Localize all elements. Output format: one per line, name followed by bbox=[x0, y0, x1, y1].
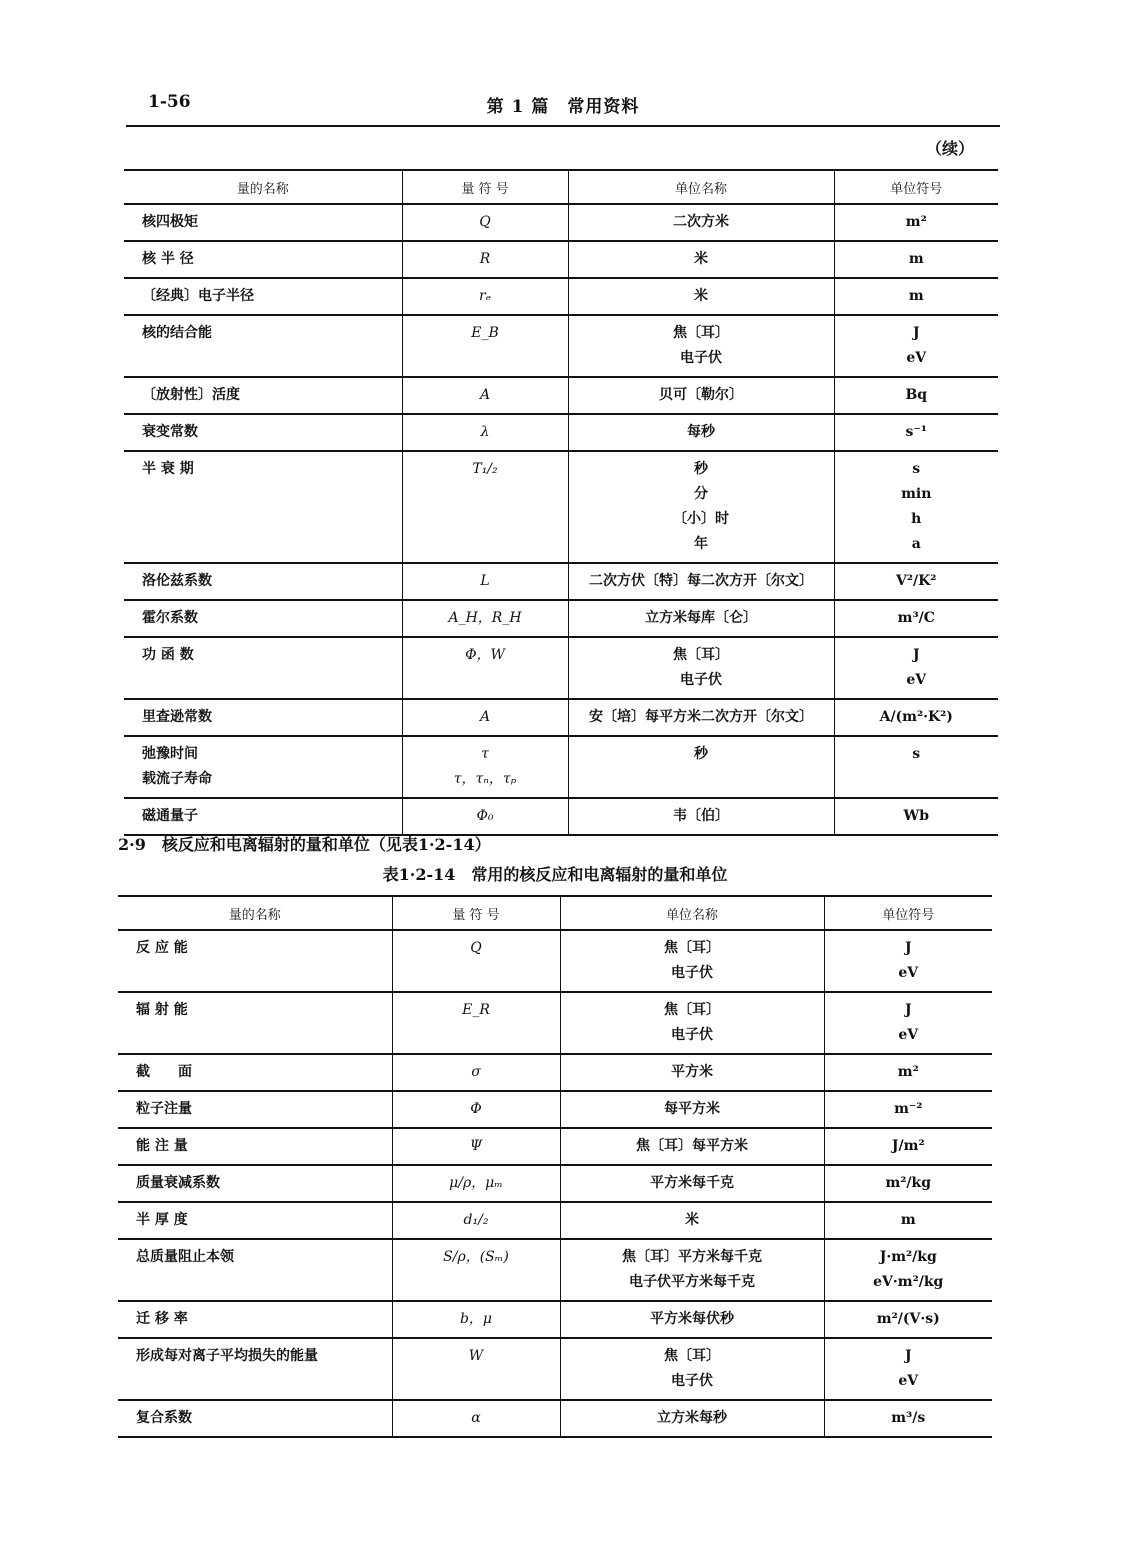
unit-symbol-line: a bbox=[911, 536, 921, 552]
table-row bbox=[118, 1239, 992, 1301]
quantity-name: 洛伦兹系数 bbox=[124, 563, 402, 600]
unit-name-line: 〔小〕时 bbox=[673, 511, 729, 527]
quantity-symbol: L bbox=[402, 563, 568, 600]
quantity-name: 形成每对离子平均损失的能量 bbox=[118, 1338, 392, 1400]
unit-symbol: m bbox=[824, 1202, 992, 1239]
quantity-name: 反 应 能 bbox=[118, 930, 392, 992]
table-header-row bbox=[118, 896, 992, 930]
unit-name-line: 焦〔耳〕 bbox=[673, 647, 729, 663]
unit-name bbox=[560, 930, 824, 992]
unit-name-line: 焦〔耳〕 bbox=[664, 1348, 720, 1364]
unit-symbol-line: s bbox=[912, 461, 921, 477]
unit-symbol: V²/K² bbox=[834, 563, 998, 600]
quantity-symbol-line: τ bbox=[481, 746, 489, 762]
table-row bbox=[124, 736, 998, 798]
quantity-name: 迁 移 率 bbox=[118, 1301, 392, 1338]
unit-name bbox=[560, 1239, 824, 1301]
quantity-symbol: S/ρ，(Sₘ) bbox=[392, 1239, 560, 1301]
quantity-name: 核的结合能 bbox=[124, 315, 402, 377]
quantity-name: 总质量阻止本领 bbox=[118, 1239, 392, 1301]
quantity-symbol: μ/ρ，μₘ bbox=[392, 1165, 560, 1202]
unit-name bbox=[568, 637, 834, 699]
unit-symbol-line: min bbox=[901, 486, 932, 502]
unit-symbol: Wb bbox=[834, 798, 998, 835]
unit-name: 韦〔伯〕 bbox=[568, 798, 834, 835]
quantity-symbol: Φ₀ bbox=[402, 798, 568, 835]
quantity-name: 衰变常数 bbox=[124, 414, 402, 451]
table-row bbox=[124, 600, 998, 637]
quantity-symbol: E_R bbox=[392, 992, 560, 1054]
unit-symbol-line: J·m²/kg bbox=[879, 1249, 937, 1265]
table-row bbox=[124, 637, 998, 699]
quantity-name: 里查逊常数 bbox=[124, 699, 402, 736]
quantity-symbol: α bbox=[392, 1400, 560, 1437]
quantity-name: 磁通量子 bbox=[124, 798, 402, 835]
column-header: 单位名称 bbox=[568, 170, 834, 204]
unit-symbol-line: h bbox=[911, 511, 922, 527]
unit-symbol: m bbox=[834, 278, 998, 315]
quantity-name: 功 函 数 bbox=[124, 637, 402, 699]
unit-symbol: m³/s bbox=[824, 1400, 992, 1437]
page-header bbox=[126, 88, 1000, 118]
unit-name-line: 电子伏 bbox=[680, 672, 722, 688]
column-header: 量 符 号 bbox=[392, 896, 560, 930]
column-header: 量的名称 bbox=[124, 170, 402, 204]
unit-name-line: 焦〔耳〕 bbox=[664, 1002, 720, 1018]
page-number: 1-56 bbox=[148, 92, 191, 112]
table-row bbox=[124, 241, 998, 278]
unit-name: 焦〔耳〕每平方米 bbox=[560, 1128, 824, 1165]
table-row bbox=[124, 315, 998, 377]
quantity-name: 核四极矩 bbox=[124, 204, 402, 241]
table-row bbox=[124, 414, 998, 451]
unit-name bbox=[560, 1338, 824, 1400]
unit-symbol bbox=[824, 930, 992, 992]
quantity-name: 〔经典〕电子半径 bbox=[124, 278, 402, 315]
table-row bbox=[124, 204, 998, 241]
table-caption: 表1·2-14 常用的核反应和电离辐射的量和单位 bbox=[382, 865, 728, 884]
unit-symbol-line: J bbox=[904, 940, 912, 956]
unit-name: 立方米每秒 bbox=[560, 1400, 824, 1437]
unit-name bbox=[568, 315, 834, 377]
table-row bbox=[124, 451, 998, 563]
column-header: 单位名称 bbox=[560, 896, 824, 930]
unit-symbol-line: J bbox=[904, 1348, 912, 1364]
unit-symbol bbox=[824, 1239, 992, 1301]
quantity-symbol: R bbox=[402, 241, 568, 278]
unit-symbol: m⁻² bbox=[824, 1091, 992, 1128]
unit-symbol-line: eV bbox=[898, 1027, 919, 1043]
unit-name-line: 秒 bbox=[694, 461, 708, 477]
unit-name: 每平方米 bbox=[560, 1091, 824, 1128]
running-title: 第 1 篇 常用资料 bbox=[486, 97, 640, 117]
unit-symbol: J/m² bbox=[824, 1128, 992, 1165]
section-heading: 2·9 核反应和电离辐射的量和单位（见表1·2-14） bbox=[118, 835, 491, 854]
column-header: 量的名称 bbox=[118, 896, 392, 930]
unit-name-line: 电子伏平方米每千克 bbox=[629, 1274, 755, 1290]
table-row bbox=[124, 278, 998, 315]
quantity-symbol: b，μ bbox=[392, 1301, 560, 1338]
table-row bbox=[118, 1202, 992, 1239]
quantity-symbol-line: τ，τₙ，τₚ bbox=[453, 771, 517, 787]
quantity-symbol: λ bbox=[402, 414, 568, 451]
unit-name-line: 焦〔耳〕 bbox=[664, 940, 720, 956]
unit-name: 二次方伏〔特〕每二次方开〔尔文〕 bbox=[568, 563, 834, 600]
unit-symbol: s⁻¹ bbox=[834, 414, 998, 451]
quantity-symbol: A bbox=[402, 699, 568, 736]
unit-symbol: Bq bbox=[834, 377, 998, 414]
quantity-name: 复合系数 bbox=[118, 1400, 392, 1437]
quantity-name: 霍尔系数 bbox=[124, 600, 402, 637]
unit-symbol: m bbox=[834, 241, 998, 278]
quantity-symbol: Q bbox=[392, 930, 560, 992]
quantity-name: 〔放射性〕活度 bbox=[124, 377, 402, 414]
unit-name: 每秒 bbox=[568, 414, 834, 451]
unit-name-line: 电子伏 bbox=[671, 965, 713, 981]
column-header: 单位符号 bbox=[824, 896, 992, 930]
quantity-symbol: d₁/₂ bbox=[392, 1202, 560, 1239]
table-row bbox=[118, 1301, 992, 1338]
unit-symbol-line: J bbox=[904, 1002, 912, 1018]
quantity-name: 质量衰减系数 bbox=[118, 1165, 392, 1202]
unit-name: 平方米每千克 bbox=[560, 1165, 824, 1202]
table-row bbox=[124, 699, 998, 736]
unit-symbol bbox=[834, 637, 998, 699]
unit-name: 安〔培〕每平方米二次方开〔尔文〕 bbox=[568, 699, 834, 736]
column-header: 量 符 号 bbox=[402, 170, 568, 204]
unit-name-line: 电子伏 bbox=[671, 1027, 713, 1043]
table-row bbox=[124, 563, 998, 600]
unit-name: 米 bbox=[568, 278, 834, 315]
unit-symbol-line: eV bbox=[906, 350, 927, 366]
quantity-name-line: 弛豫时间 bbox=[142, 746, 198, 762]
unit-name-line: 焦〔耳〕平方米每千克 bbox=[622, 1249, 762, 1265]
quantity-name: 能 注 量 bbox=[118, 1128, 392, 1165]
unit-name-line: 电子伏 bbox=[671, 1373, 713, 1389]
table-row bbox=[118, 992, 992, 1054]
unit-name: 平方米每伏秒 bbox=[560, 1301, 824, 1338]
unit-symbol: m² bbox=[834, 204, 998, 241]
unit-symbol bbox=[824, 1338, 992, 1400]
quantity-symbol: Φ，W bbox=[402, 637, 568, 699]
unit-name: 平方米 bbox=[560, 1054, 824, 1091]
table-row bbox=[118, 1091, 992, 1128]
unit-name: 贝可〔勒尔〕 bbox=[568, 377, 834, 414]
table-row bbox=[118, 1338, 992, 1400]
continued-label: （续） bbox=[926, 139, 975, 158]
table-row bbox=[118, 1128, 992, 1165]
quantity-table-continued bbox=[124, 169, 998, 836]
unit-symbol: A/(m²·K²) bbox=[834, 699, 998, 736]
quantity-symbol: T₁/₂ bbox=[402, 451, 568, 563]
table-row bbox=[118, 1400, 992, 1437]
unit-symbol: m²/(V·s) bbox=[824, 1301, 992, 1338]
quantity-symbol bbox=[402, 736, 568, 798]
unit-name: 二次方米 bbox=[568, 204, 834, 241]
quantity-symbol: Ψ bbox=[392, 1128, 560, 1165]
quantity-symbol: A_H，R_H bbox=[402, 600, 568, 637]
header-rule bbox=[126, 125, 1000, 127]
unit-symbol: m² bbox=[824, 1054, 992, 1091]
quantity-symbol: Φ bbox=[392, 1091, 560, 1128]
quantity-name: 粒子注量 bbox=[118, 1091, 392, 1128]
unit-name-line: 分 bbox=[694, 486, 708, 502]
quantity-name: 截 面 bbox=[118, 1054, 392, 1091]
quantity-symbol: E_B bbox=[402, 315, 568, 377]
table-row bbox=[124, 377, 998, 414]
unit-symbol bbox=[834, 451, 998, 563]
unit-symbol: m³/C bbox=[834, 600, 998, 637]
unit-name: 立方米每库〔仑〕 bbox=[568, 600, 834, 637]
unit-symbol bbox=[824, 992, 992, 1054]
unit-name bbox=[560, 992, 824, 1054]
quantity-table-nuclear bbox=[118, 895, 992, 1438]
unit-symbol-line: eV bbox=[898, 1373, 919, 1389]
quantity-name: 半 衰 期 bbox=[124, 451, 402, 563]
quantity-symbol: A bbox=[402, 377, 568, 414]
unit-symbol bbox=[834, 315, 998, 377]
quantity-name-line: 载流子寿命 bbox=[142, 771, 212, 787]
unit-name-line: 年 bbox=[694, 536, 708, 552]
quantity-name: 半 厚 度 bbox=[118, 1202, 392, 1239]
unit-name: 米 bbox=[568, 241, 834, 278]
table-row bbox=[118, 930, 992, 992]
unit-name-line: 焦〔耳〕 bbox=[673, 325, 729, 341]
unit-name: 米 bbox=[560, 1202, 824, 1239]
column-header: 单位符号 bbox=[834, 170, 998, 204]
unit-name-line: 电子伏 bbox=[680, 350, 722, 366]
quantity-symbol: σ bbox=[392, 1054, 560, 1091]
quantity-symbol: Q bbox=[402, 204, 568, 241]
table-row bbox=[124, 798, 998, 835]
quantity-name: 辐 射 能 bbox=[118, 992, 392, 1054]
unit-name: 秒 bbox=[568, 736, 834, 798]
quantity-symbol: W bbox=[392, 1338, 560, 1400]
unit-name bbox=[568, 451, 834, 563]
unit-symbol-line: eV·m²/kg bbox=[873, 1274, 944, 1290]
table-row bbox=[118, 1054, 992, 1091]
quantity-name bbox=[124, 736, 402, 798]
unit-symbol: m²/kg bbox=[824, 1165, 992, 1202]
quantity-name: 核 半 径 bbox=[124, 241, 402, 278]
table-row bbox=[118, 1165, 992, 1202]
unit-symbol-line: J bbox=[912, 325, 920, 341]
unit-symbol-line: J bbox=[912, 647, 920, 663]
quantity-symbol: rₑ bbox=[402, 278, 568, 315]
unit-symbol-line: eV bbox=[898, 965, 919, 981]
unit-symbol-line: eV bbox=[906, 672, 927, 688]
table-header-row bbox=[124, 170, 998, 204]
unit-symbol: s bbox=[834, 736, 998, 798]
